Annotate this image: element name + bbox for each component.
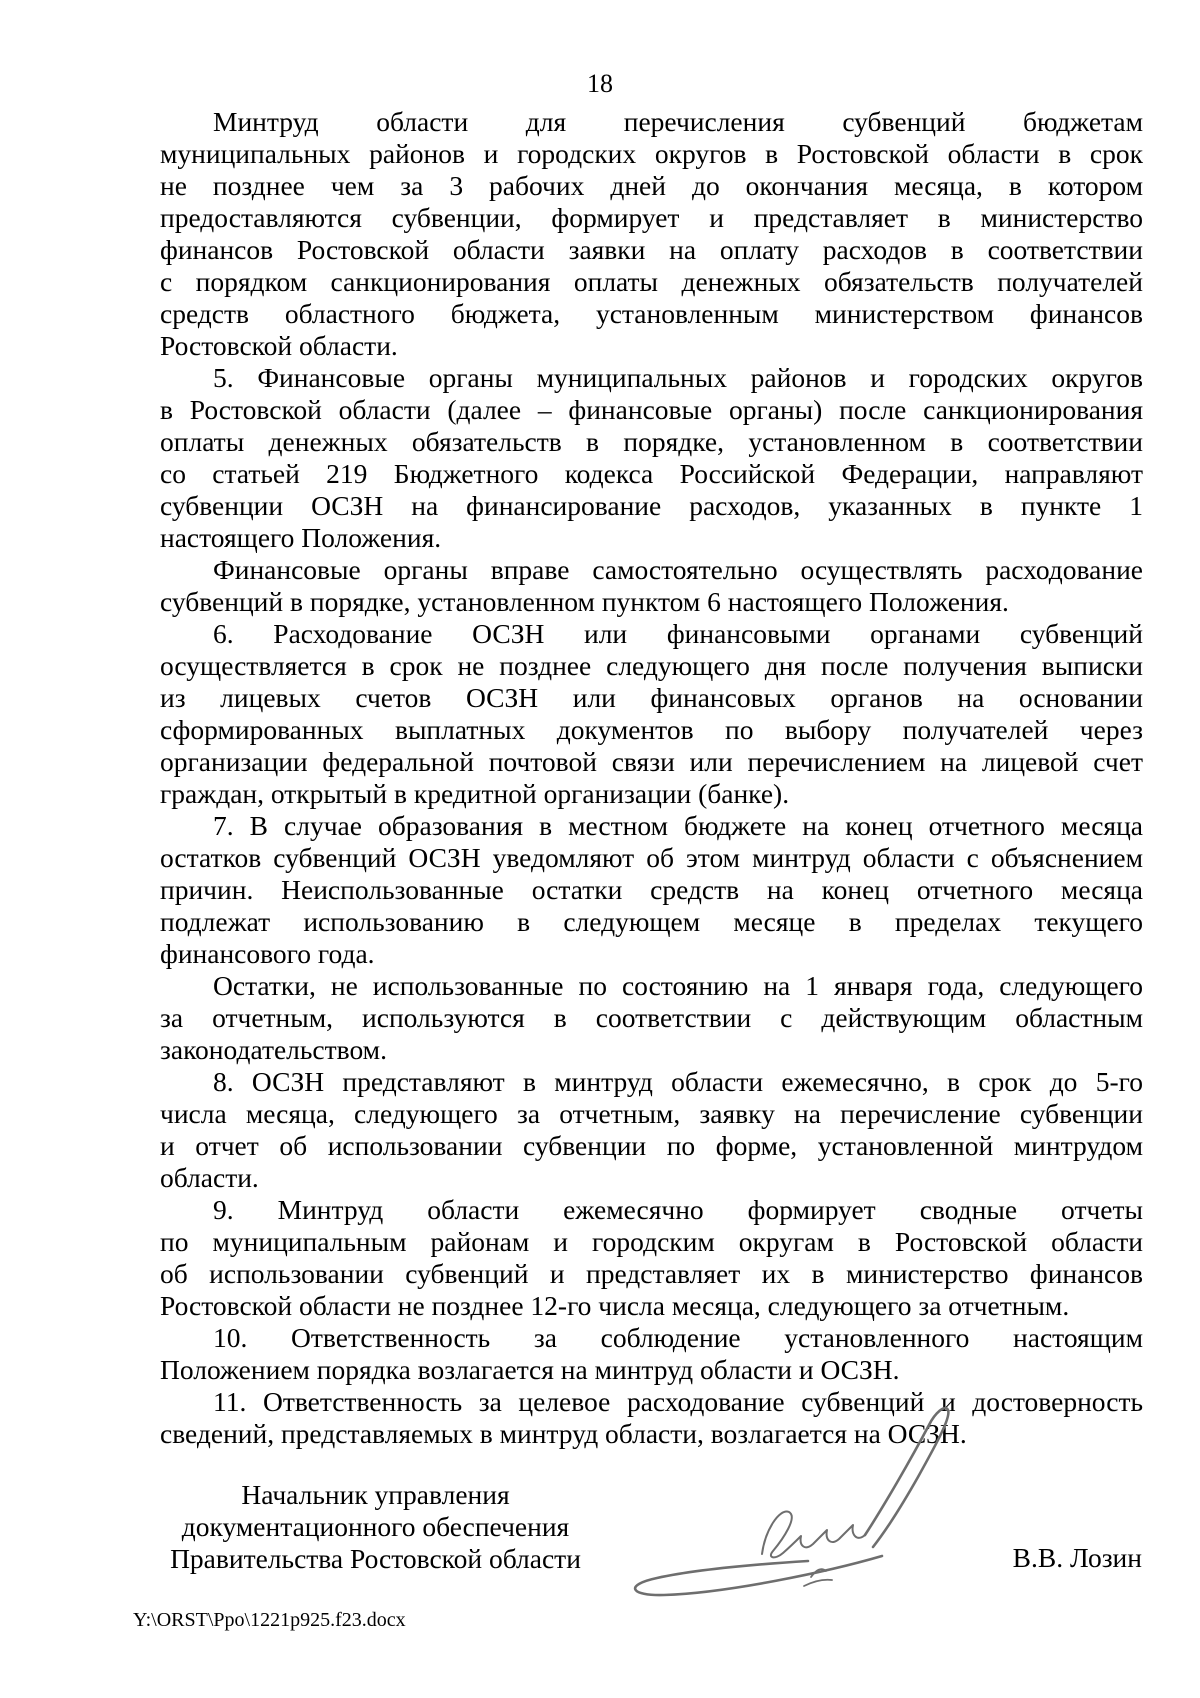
paragraph [160,106,1143,362]
text-line: финансов Ростовской области заявки на оплату расходов в соответствии [160,234,1143,265]
text-line: сформированных выплатных документов по выбору получателей через [160,714,1143,745]
text-line: Остатки, не использованные по состоянию на 1 января года, следующего [213,970,1143,1001]
signature-title-line: Начальник управления [241,1479,510,1510]
paragraph [160,1322,1143,1386]
paragraph [160,362,1143,554]
text-line: Положением порядка возлагается на минтруд области и ОСЗН. [160,1354,900,1385]
signature-title-line: документационного обеспечения [181,1511,570,1542]
document-body [160,106,1143,1450]
text-line: предоставляются субвенции, формирует и представляет в министерство [160,202,1143,233]
text-line: из лицевых счетов ОСЗН или финансовых органов на основании [160,682,1143,713]
text-line: об использовании субвенций и представляет их в министерство финансов [160,1258,1143,1289]
text-line: 9. Минтруд области ежемесячно формирует сводные отчеты [213,1194,1143,1225]
text-line: остатков субвенций ОСЗН уведомляют об этом минтруд области с объяснением [160,842,1143,873]
text-line: с порядком санкционирования оплаты денежных обязательств получателей [160,266,1143,297]
text-line: муниципальных районов и городских округов в Ростовской области в срок [160,138,1143,169]
text-line: за отчетным, используются в соответствии с действующим областным [160,1002,1143,1033]
paragraph [160,810,1143,970]
text-line: причин. Неиспользованные остатки средств на конец отчетного месяца [160,874,1143,905]
text-line: 6. Расходование ОСЗН или финансовыми органами субвенций [213,618,1143,649]
signer-name: В.В. Лозин [1012,1542,1142,1573]
text-line: субвенции ОСЗН на финансирование расходов, указанных в пункте 1 [160,490,1143,521]
text-line: в Ростовской области (далее – финансовые органы) после санкционирования [160,394,1143,425]
text-line: финансового года. [160,938,375,969]
text-line: области. [160,1162,259,1193]
paragraph [160,970,1143,1066]
text-line: средств областного бюджета, установленным министерством финансов [160,298,1143,329]
text-line: Финансовые органы вправе самостоятельно осуществлять расходование [213,554,1143,585]
text-line: 7. В случае образования в местном бюджете на конец отчетного месяца [213,810,1143,841]
text-line: Ростовской области не позднее 12-го числа месяца, следующего за отчетным. [160,1290,1070,1321]
text-line: по муниципальным районам и городским округам в Ростовской области [160,1226,1143,1257]
footer-file-path: Y:\ORST\Ppo\1221p925.f23.docx [133,1609,406,1631]
text-line: субвенций в порядке, установленном пунктом 6 настоящего Положения. [160,586,1009,617]
text-line: числа месяца, следующего за отчетным, заявку на перечисление субвенции [160,1098,1143,1129]
paragraph [160,554,1143,618]
text-line: Ростовской области. [160,330,398,361]
text-line: граждан, открытый в кредитной организации (банке). [160,778,790,809]
handwritten-signature-icon [612,1396,952,1601]
text-line: оплаты денежных обязательств в порядке, установленном в соответствии [160,426,1143,457]
text-line: 5. Финансовые органы муниципальных районов и городских округов [213,362,1143,393]
text-line: настоящего Положения. [160,522,442,553]
text-line: 10. Ответственность за соблюдение установленного настоящим [213,1322,1143,1353]
paragraph [160,1194,1143,1322]
text-line: и отчет об использовании субвенции по форме, установленной минтрудом [160,1130,1143,1161]
text-line: организации федеральной почтовой связи или перечислением на лицевой счет [160,746,1143,777]
text-line: 8. ОСЗН представляют в минтруд области ежемесячно, в срок до 5-го [213,1066,1143,1097]
text-line: 11. Ответственность за целевое расходование субвенций и достоверность [213,1386,1143,1417]
text-line: законодательством. [160,1034,387,1065]
text-line: осуществляется в срок не позднее следующего дня после получения выписки [160,650,1143,681]
text-line: подлежат использованию в следующем месяце в пределах текущего [160,906,1143,937]
text-line: Минтруд области для перечисления субвенций бюджетам [213,106,1143,137]
signature-title-line: Правительства Ростовской области [170,1543,581,1574]
page-number: 18 [587,69,613,98]
paragraph [160,618,1143,810]
text-line: сведений, представляемых в минтруд области, возлагается на ОСЗН. [160,1418,967,1449]
signature-title-block [153,1479,598,1575]
text-line: со статьей 219 Бюджетного кодекса Российской Федерации, направляют [160,458,1143,489]
text-line: не позднее чем за 3 рабочих дней до окончания месяца, в котором [160,170,1143,201]
paragraph [160,1066,1143,1194]
